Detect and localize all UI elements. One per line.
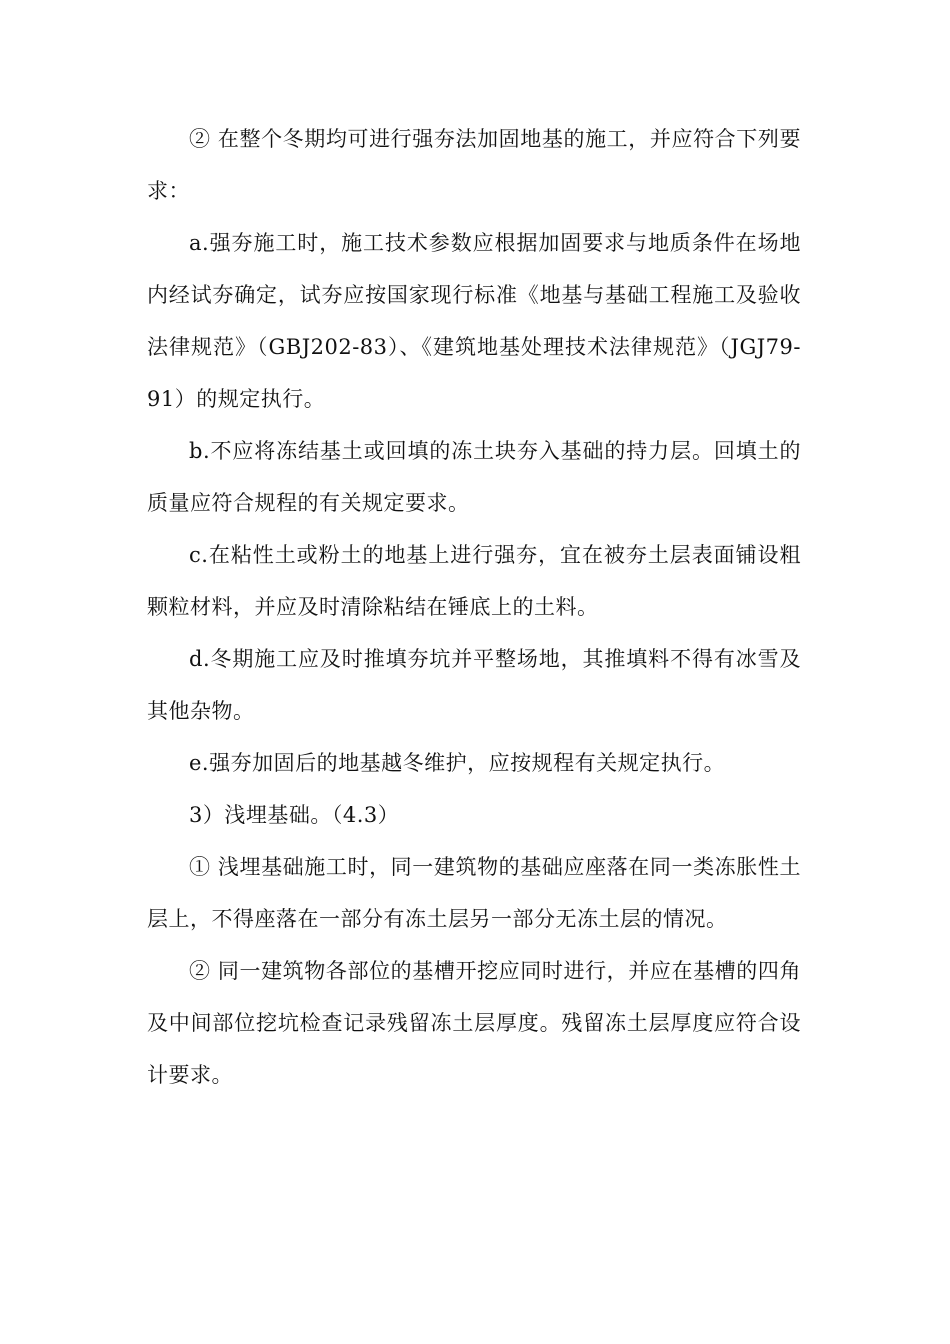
section-heading-shallow-foundation: 3）浅埋基础。（4.3） xyxy=(189,803,400,827)
document-body xyxy=(147,113,801,1101)
paragraph-item-e: e.强夯加固后的地基越冬维护，应按规程有关规定执行。 xyxy=(189,751,726,775)
paragraph-item-c: c.在粘性土或粉土的地基上进行强夯，宜在被夯土层表面铺设粗颗粒材料，并应及时清除粘结在锤底上的土料。 xyxy=(147,543,801,619)
paragraph-item-2-requirements: ② 在整个冬期均可进行强夯法加固地基的施工，并应符合下列要求： xyxy=(147,127,801,203)
paragraph-item-1-shallow: ① 浅埋基础施工时，同一建筑物的基础应座落在同一类冻胀性土层上，不得座落在一部分有冻土层另一部分无冻土层的情况。 xyxy=(147,855,801,931)
paragraph-item-2-trench: ② 同一建筑物各部位的基槽开挖应同时进行，并应在基槽的四角及中间部位挖坑检查记录残留冻土层厚度。残留冻土层厚度应符合设计要求。 xyxy=(147,959,801,1087)
paragraph-item-d: d.冬期施工应及时推填夯坑并平整场地，其推填料不得有冰雪及其他杂物。 xyxy=(147,647,801,723)
paragraph-item-a: a.强夯施工时，施工技术参数应根据加固要求与地质条件在场地内经试夯确定，试夯应按国家现行标准《地基与基础工程施工及验收法律规范》（GBJ202-83）、《建筑地基处理技术法律规范》（JGJ79-91）的规定执行。 xyxy=(147,231,801,411)
paragraph-item-b: b.不应将冻结基土或回填的冻土块夯入基础的持力层。回填土的质量应符合规程的有关规定要求。 xyxy=(147,439,801,515)
